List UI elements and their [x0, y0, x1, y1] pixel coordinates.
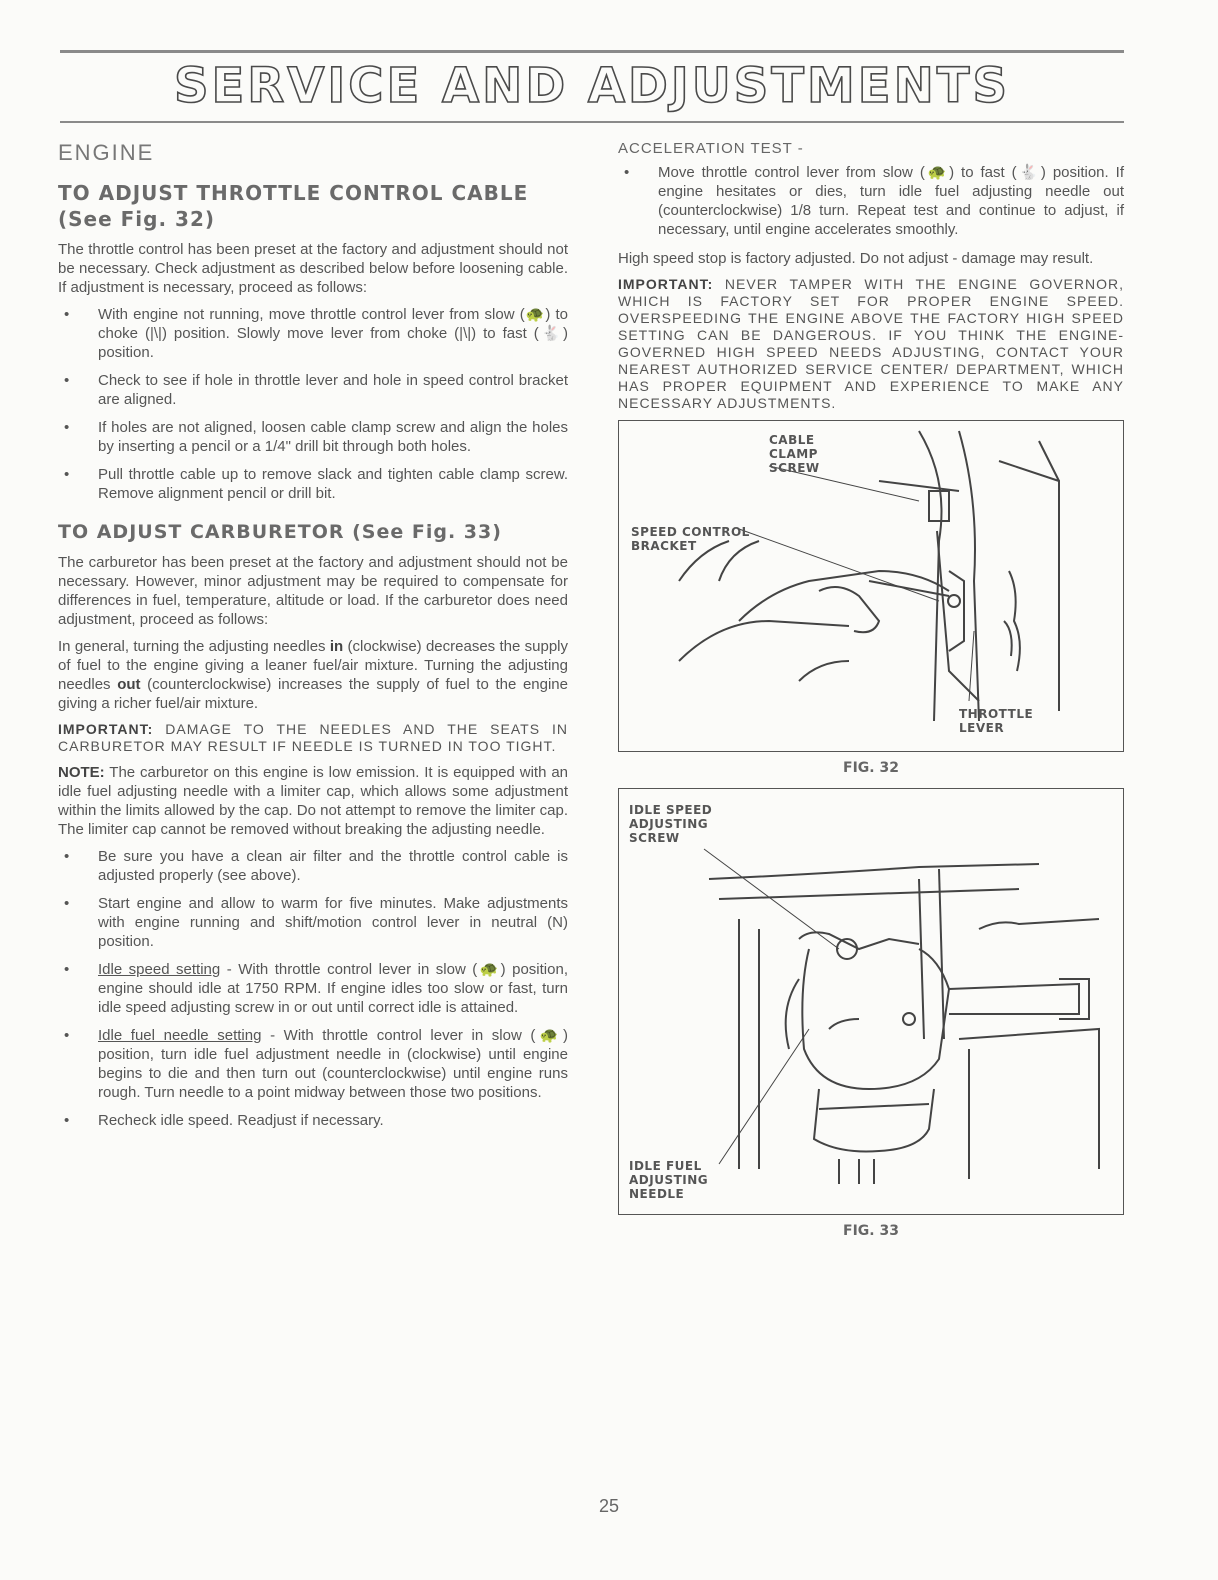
label-throttle-lever: THROTTLE LEVER	[959, 707, 1034, 735]
carburetor-intro: The carburetor has been preset at the factory and adjustment should not be necessary. However, minor adjustment may be required to compensate for differences in fuel, temperature, altitude or load. If the carburetor does need adjustment, proceed as follows:	[58, 554, 568, 628]
bullet-icon: •	[624, 164, 630, 181]
figure-33	[618, 788, 1124, 1215]
list-item	[58, 847, 568, 885]
step-text: If holes are not aligned, loosen cable clamp screw and align the holes by inserting a pencil or a 1/4" drill bit through both holes.	[98, 419, 568, 455]
list-item	[58, 465, 568, 503]
list-item	[58, 371, 568, 409]
section-label-engine: ENGINE	[58, 140, 155, 165]
label-idle-speed-adjusting-screw: IDLE SPEED ADJUSTING SCREW	[629, 803, 713, 845]
list-item	[618, 163, 1124, 239]
right-column	[618, 140, 1124, 1239]
high-speed-note: High speed stop is factory adjusted. Do not adjust - damage may result.	[618, 250, 1094, 267]
carburetor-important	[58, 721, 568, 755]
carburetor-general	[58, 637, 568, 713]
step-text: - With throttle control lever in slow (🐢) position, engine should idle at 1750 RPM. If engine idles too slow or fast, turn idle speed adjusting screw in or out until correct idle is attained.	[98, 961, 568, 1016]
page-title: SERVICE AND ADJUSTMENTS	[173, 58, 1011, 114]
step-text: - With throttle control lever in slow (🐢) position, turn idle fuel adjustment needle in (clockwise) until engine begins to die and then turn out (counterclockwise) until engine runs rough. Turn needle to a point midway between those two positions.	[98, 1027, 568, 1101]
governor-important	[618, 276, 1124, 412]
label-cable-clamp-screw: CABLE CLAMP SCREW	[769, 433, 820, 475]
step-text: Recheck idle speed. Readjust if necessary.	[98, 1112, 384, 1129]
bullet-icon: •	[64, 306, 70, 323]
step-text: Be sure you have a clean air filter and the throttle control cable is adjusted properly (see above).	[98, 848, 568, 884]
top-rule	[60, 50, 1124, 53]
bullet-icon: •	[64, 848, 70, 865]
general-text-2: (clockwise) decreases the supply of fuel to the engine giving a leaner fuel/air mixture. Turning the adjusting needles	[58, 638, 568, 693]
note-label: NOTE:	[58, 764, 105, 781]
list-item	[58, 1111, 568, 1130]
list-item	[58, 305, 568, 362]
bullet-icon: •	[64, 895, 70, 912]
note-text: The carburetor on this engine is low emission. It is equipped with an idle fuel adjusting needle with a limiter cap, which allows some adjustment within the limits allowed by the cap. Do not attempt to remove the limiter cap. The limiter cap cannot be removed without breaking the adjusting needle.	[58, 764, 568, 838]
important-text: NEVER TAMPER WITH THE ENGINE GOVERNOR, WHICH IS FACTORY SET FOR PROPER ENGINE SPEED. OVERSPEEDING THE ENGINE ABOVE THE FACTORY HIGH SPEED SETTING CAN BE DANGEROUS. IF YOU THINK THE ENGINE-GOVERNED HIGH SPEED NEEDS ADJUSTING, CONTACT YOUR NEAREST AUTHORIZED SERVICE CENTER/ DEPARTMENT, WHICH HAS PROPER EQUIPMENT AND EXPERIENCE TO MAKE ANY NECESSARY ADJUSTMENTS.	[618, 276, 1124, 411]
throttle-intro: The throttle control has been preset at the factory and adjustment should not be necessary. Check adjustment as described below before loosening cable. If adjustment is necessary, proceed as follows:	[58, 241, 568, 296]
important-label: IMPORTANT:	[58, 721, 154, 737]
figure-32-caption: FIG. 32	[843, 760, 899, 776]
step-text: Start engine and allow to warm for five minutes. Make adjustments with engine running and shift/motion control lever in neutral (N) position.	[98, 895, 568, 950]
bullet-icon: •	[64, 1112, 70, 1129]
title-rule	[60, 121, 1124, 123]
carburetor-heading: TO ADJUST CARBURETOR (See Fig. 33)	[58, 521, 502, 543]
list-item	[58, 418, 568, 456]
carburetor-steps	[58, 847, 568, 1130]
acceleration-test-label: ACCELERATION TEST -	[618, 140, 804, 157]
step-text: With engine not running, move throttle control lever from slow (🐢) to choke (|\|) position. Slowly move lever from choke (|\|) to fast (🐇) position.	[98, 306, 568, 361]
general-out: out	[117, 676, 141, 693]
general-text-3: (counterclockwise) increases the supply of fuel to the engine giving a richer fuel/air mixture.	[58, 676, 568, 712]
carburetor-note	[58, 763, 568, 839]
step-text: Check to see if hole in throttle lever and hole in speed control bracket are aligned.	[98, 372, 568, 408]
list-item	[58, 894, 568, 951]
important-label: IMPORTANT:	[618, 276, 714, 292]
figure-32-drawing	[619, 421, 1123, 751]
bullet-icon: •	[64, 1027, 70, 1044]
page-number: 25	[598, 1496, 620, 1516]
acceleration-steps	[618, 163, 1124, 239]
figure-33-caption: FIG. 33	[843, 1223, 899, 1239]
bullet-icon: •	[64, 961, 70, 978]
list-item	[58, 960, 568, 1017]
general-text-1: In general, turning the adjusting needles	[58, 638, 330, 655]
bullet-icon: •	[64, 372, 70, 389]
label-idle-fuel-adjusting-needle: IDLE FUEL ADJUSTING NEEDLE	[629, 1159, 709, 1201]
throttle-steps	[58, 305, 568, 503]
list-item	[58, 1026, 568, 1102]
throttle-heading: TO ADJUST THROTTLE CONTROL CABLE (See Fig. 32)	[58, 181, 529, 231]
step-text: Move throttle control lever from slow (🐢) to fast (🐇) position. If engine hesitates or dies, turn idle fuel adjusting needle out (counterclockwise) 1/8 turn. Repeat test and continue to adjust, if necessary, until engine accelerates smoothly.	[658, 164, 1124, 238]
important-text: DAMAGE TO THE NEEDLES AND THE SEATS IN CARBURETOR MAY RESULT IF NEEDLE IS TURNED IN TOO TIGHT.	[58, 721, 568, 754]
left-column	[58, 140, 568, 1140]
bullet-icon: •	[64, 419, 70, 436]
bullet-icon: •	[64, 466, 70, 483]
step-lead: Idle speed setting	[98, 961, 221, 978]
label-speed-control-bracket: SPEED CONTROL BRACKET	[631, 525, 750, 553]
figure-32	[618, 420, 1124, 752]
step-text: Pull throttle cable up to remove slack and tighten cable clamp screw. Remove alignment pencil or drill bit.	[98, 466, 568, 502]
figure-33-drawing	[619, 789, 1123, 1214]
step-lead: Idle fuel needle setting	[98, 1027, 262, 1044]
general-in: in	[329, 638, 344, 655]
